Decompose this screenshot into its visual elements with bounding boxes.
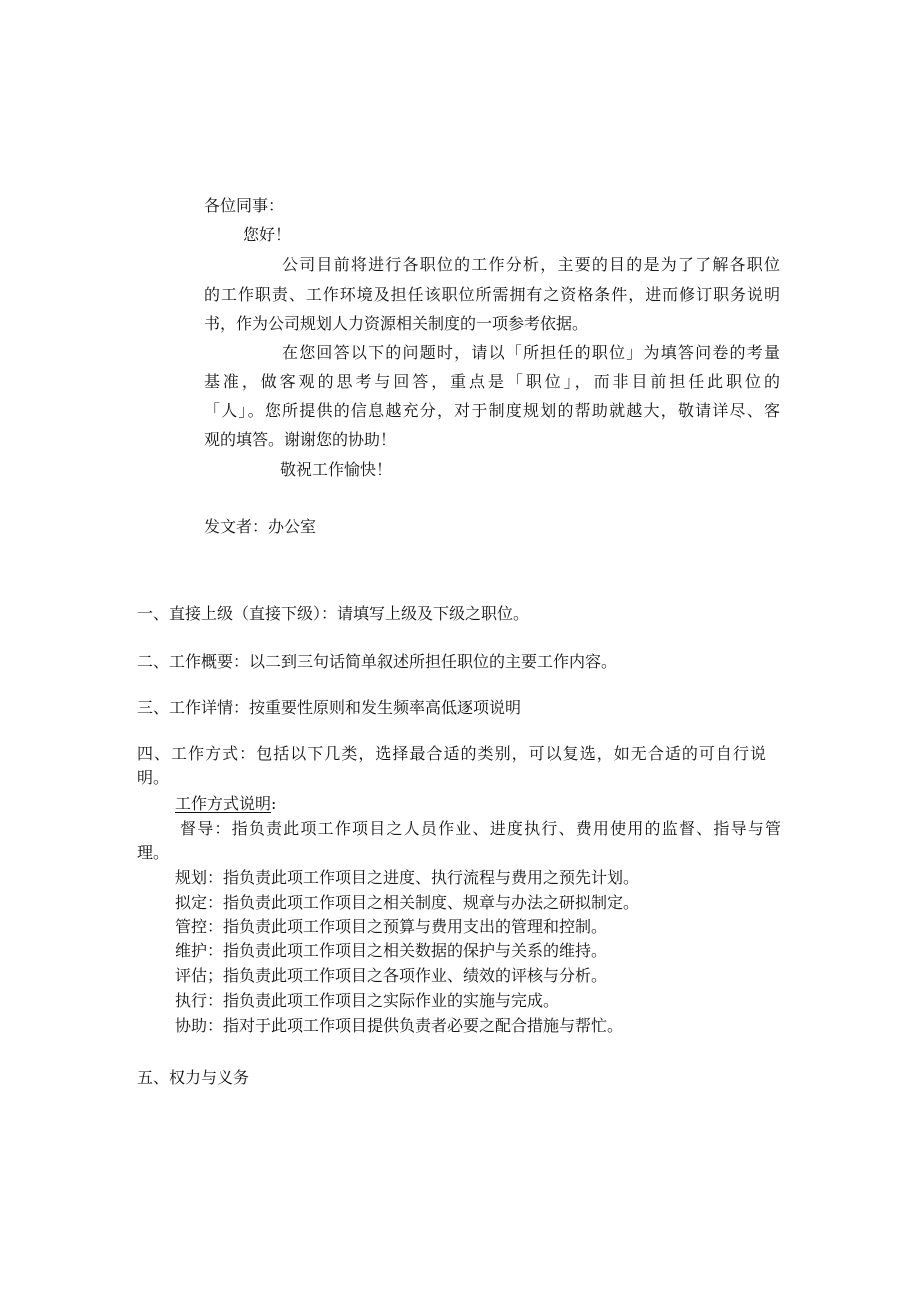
work-mode-item: 协助：指对于此项工作项目提供负责者必要之配合措施与帮忙。 <box>175 1016 624 1035</box>
section-4-line-2: 明。 <box>137 768 170 787</box>
work-mode-item: 维护：指负责此项工作项目之相关数据的保护与关系的维持。 <box>175 941 608 960</box>
work-mode-supervise-line-2: 理。 <box>137 843 170 862</box>
sender: 发文者：办公室 <box>204 517 317 536</box>
closing: 敬祝工作愉快！ <box>280 460 393 479</box>
paragraph-1-line-3: 书，作为公司规划人力资源相关制度的一项参考依据。 <box>204 314 589 333</box>
work-mode-item: 规划：指负责此项工作项目之进度、执行流程与费用之预先计划。 <box>175 868 640 887</box>
paragraph-2-line-2: 基准，做客观的思考与回答，重点是「职位」，而非目前担任此职位的 <box>204 372 780 391</box>
section-3: 三、工作详情：按重要性原则和发生频率高低逐项说明 <box>137 698 522 717</box>
work-mode-item: 执行：指负责此项工作项目之实际作业的实施与完成。 <box>175 991 560 1010</box>
work-mode-item: 评估；指负责此项工作项目之各项作业、绩效的评核与分析。 <box>175 966 608 985</box>
paragraph-1-line-2: 的工作职责、工作环境及担任该职位所需拥有之资格条件，进而修订职务说明 <box>204 285 780 304</box>
work-modes-heading <box>175 794 276 814</box>
work-modes-heading-text: 工作方式说明 <box>175 794 272 813</box>
paragraph-2-line-1: 在您回答以下的问题时，请以「所担任的职位」为填答问卷的考量 <box>282 343 780 362</box>
work-modes-heading-colon: : <box>271 794 277 813</box>
paragraph-2-line-4: 观的填答。谢谢您的协助！ <box>204 430 397 449</box>
work-mode-item: 拟定：指负责此项工作项目之相关制度、规章与办法之研拟制定。 <box>175 893 640 912</box>
section-5: 五、权力与义务 <box>137 1068 250 1087</box>
greeting: 您好！ <box>243 225 292 244</box>
section-4-line-1: 四、工作方式：包括以下几类，选择最合适的类别，可以复选，如无合适的可自行说 <box>137 744 766 763</box>
paragraph-2-line-3: 「人」。您所提供的信息越充分，对于制度规划的帮助就越大，敬请详尽、客 <box>204 401 780 420</box>
paragraph-1-line-1: 公司目前将进行各职位的工作分析，主要的目的是为了了解各职位 <box>282 255 780 274</box>
section-1: 一、直接上级（直接下级）：请填写上级及下级之职位。 <box>137 604 530 623</box>
work-mode-item: 管控：指负责此项工作项目之预算与费用支出的管理和控制。 <box>175 917 608 936</box>
section-2: 二、工作概要：以二到三句话简单叙述所担任职位的主要工作内容。 <box>137 652 618 671</box>
salutation: 各位同事： <box>204 196 285 215</box>
work-mode-supervise-line-1: 督导：指负责此项工作项目之人员作业、进度执行、费用使用的监督、指导与管 <box>180 819 781 838</box>
